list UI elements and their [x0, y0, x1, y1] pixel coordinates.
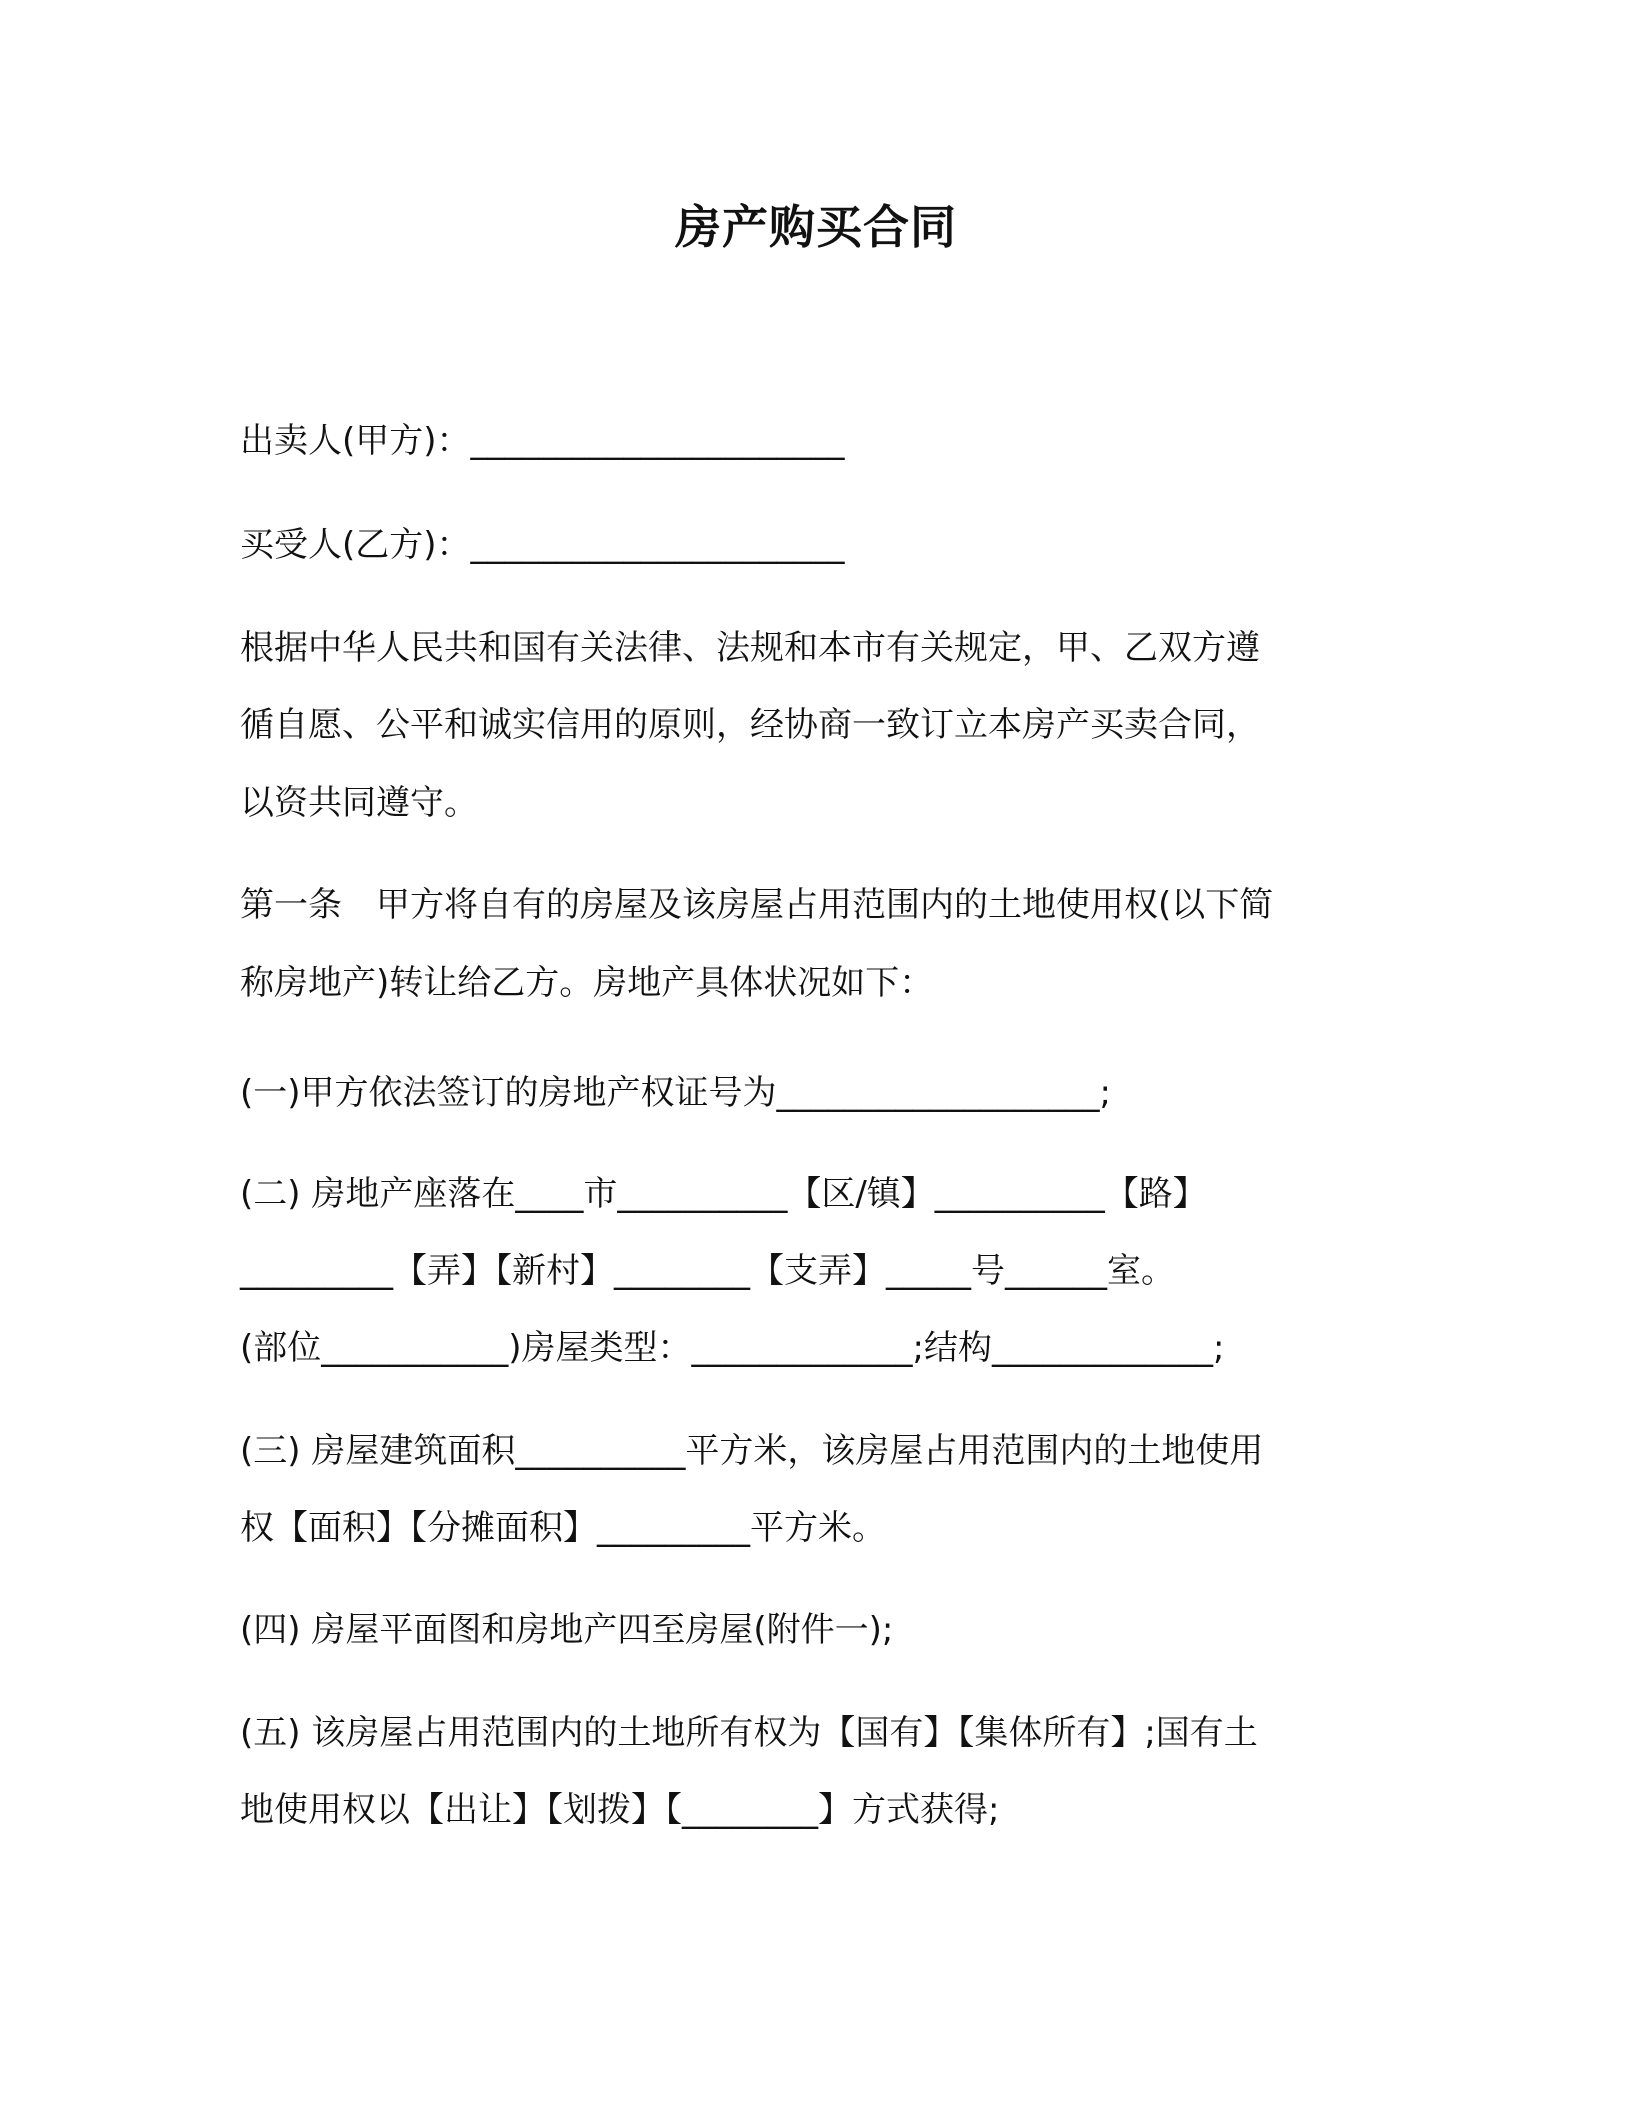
- item-2-line-2: _________【弄】【新村】________【支弄】_____号______室。: [240, 1251, 1175, 1291]
- preamble-line-1: 根据中华人民共和国有关法律、法规和本市有关规定，甲、乙双方遵: [240, 628, 1260, 668]
- preamble-line-2: 循自愿、公平和诚实信用的原则，经协商一致订立本房产买卖合同，: [240, 705, 1260, 745]
- document-title: 房产购买合同: [675, 200, 957, 254]
- item-3-line-1: (三) 房屋建筑面积__________平方米，该房屋占用范围内的土地使用: [240, 1431, 1264, 1471]
- item-1-line: (一)甲方依法签订的房地产权证号为___________________;: [240, 1073, 1111, 1113]
- item-5-line-1: (五) 该房屋占用范围内的土地所有权为【国有】【集体所有】;国有土: [240, 1713, 1258, 1753]
- article-1-line-2: 称房地产)转让给乙方。房地产具体状况如下：: [240, 963, 934, 1003]
- item-5-line-2: 地使用权以【出让】【划拨】【________】方式获得;: [240, 1790, 1000, 1830]
- item-4-line: (四) 房屋平面图和房地产四至房屋(附件一);: [240, 1610, 894, 1650]
- seller-line: 出卖人(甲方)：______________________: [240, 421, 845, 461]
- buyer-line: 买受人(乙方)：______________________: [240, 525, 845, 565]
- item-2-line-3: (部位___________)房屋类型：_____________;结构_____________;: [240, 1328, 1225, 1368]
- preamble-line-3: 以资共同遵守。: [240, 783, 478, 823]
- item-2-line-1: (二) 房地产座落在____市__________【区/镇】__________【路】: [240, 1174, 1207, 1214]
- item-3-line-2: 权【面积】【分摊面积】_________平方米。: [240, 1508, 886, 1548]
- article-1-line-1: 第一条 甲方将自有的房屋及该房屋占用范围内的土地使用权(以下简: [240, 885, 1274, 925]
